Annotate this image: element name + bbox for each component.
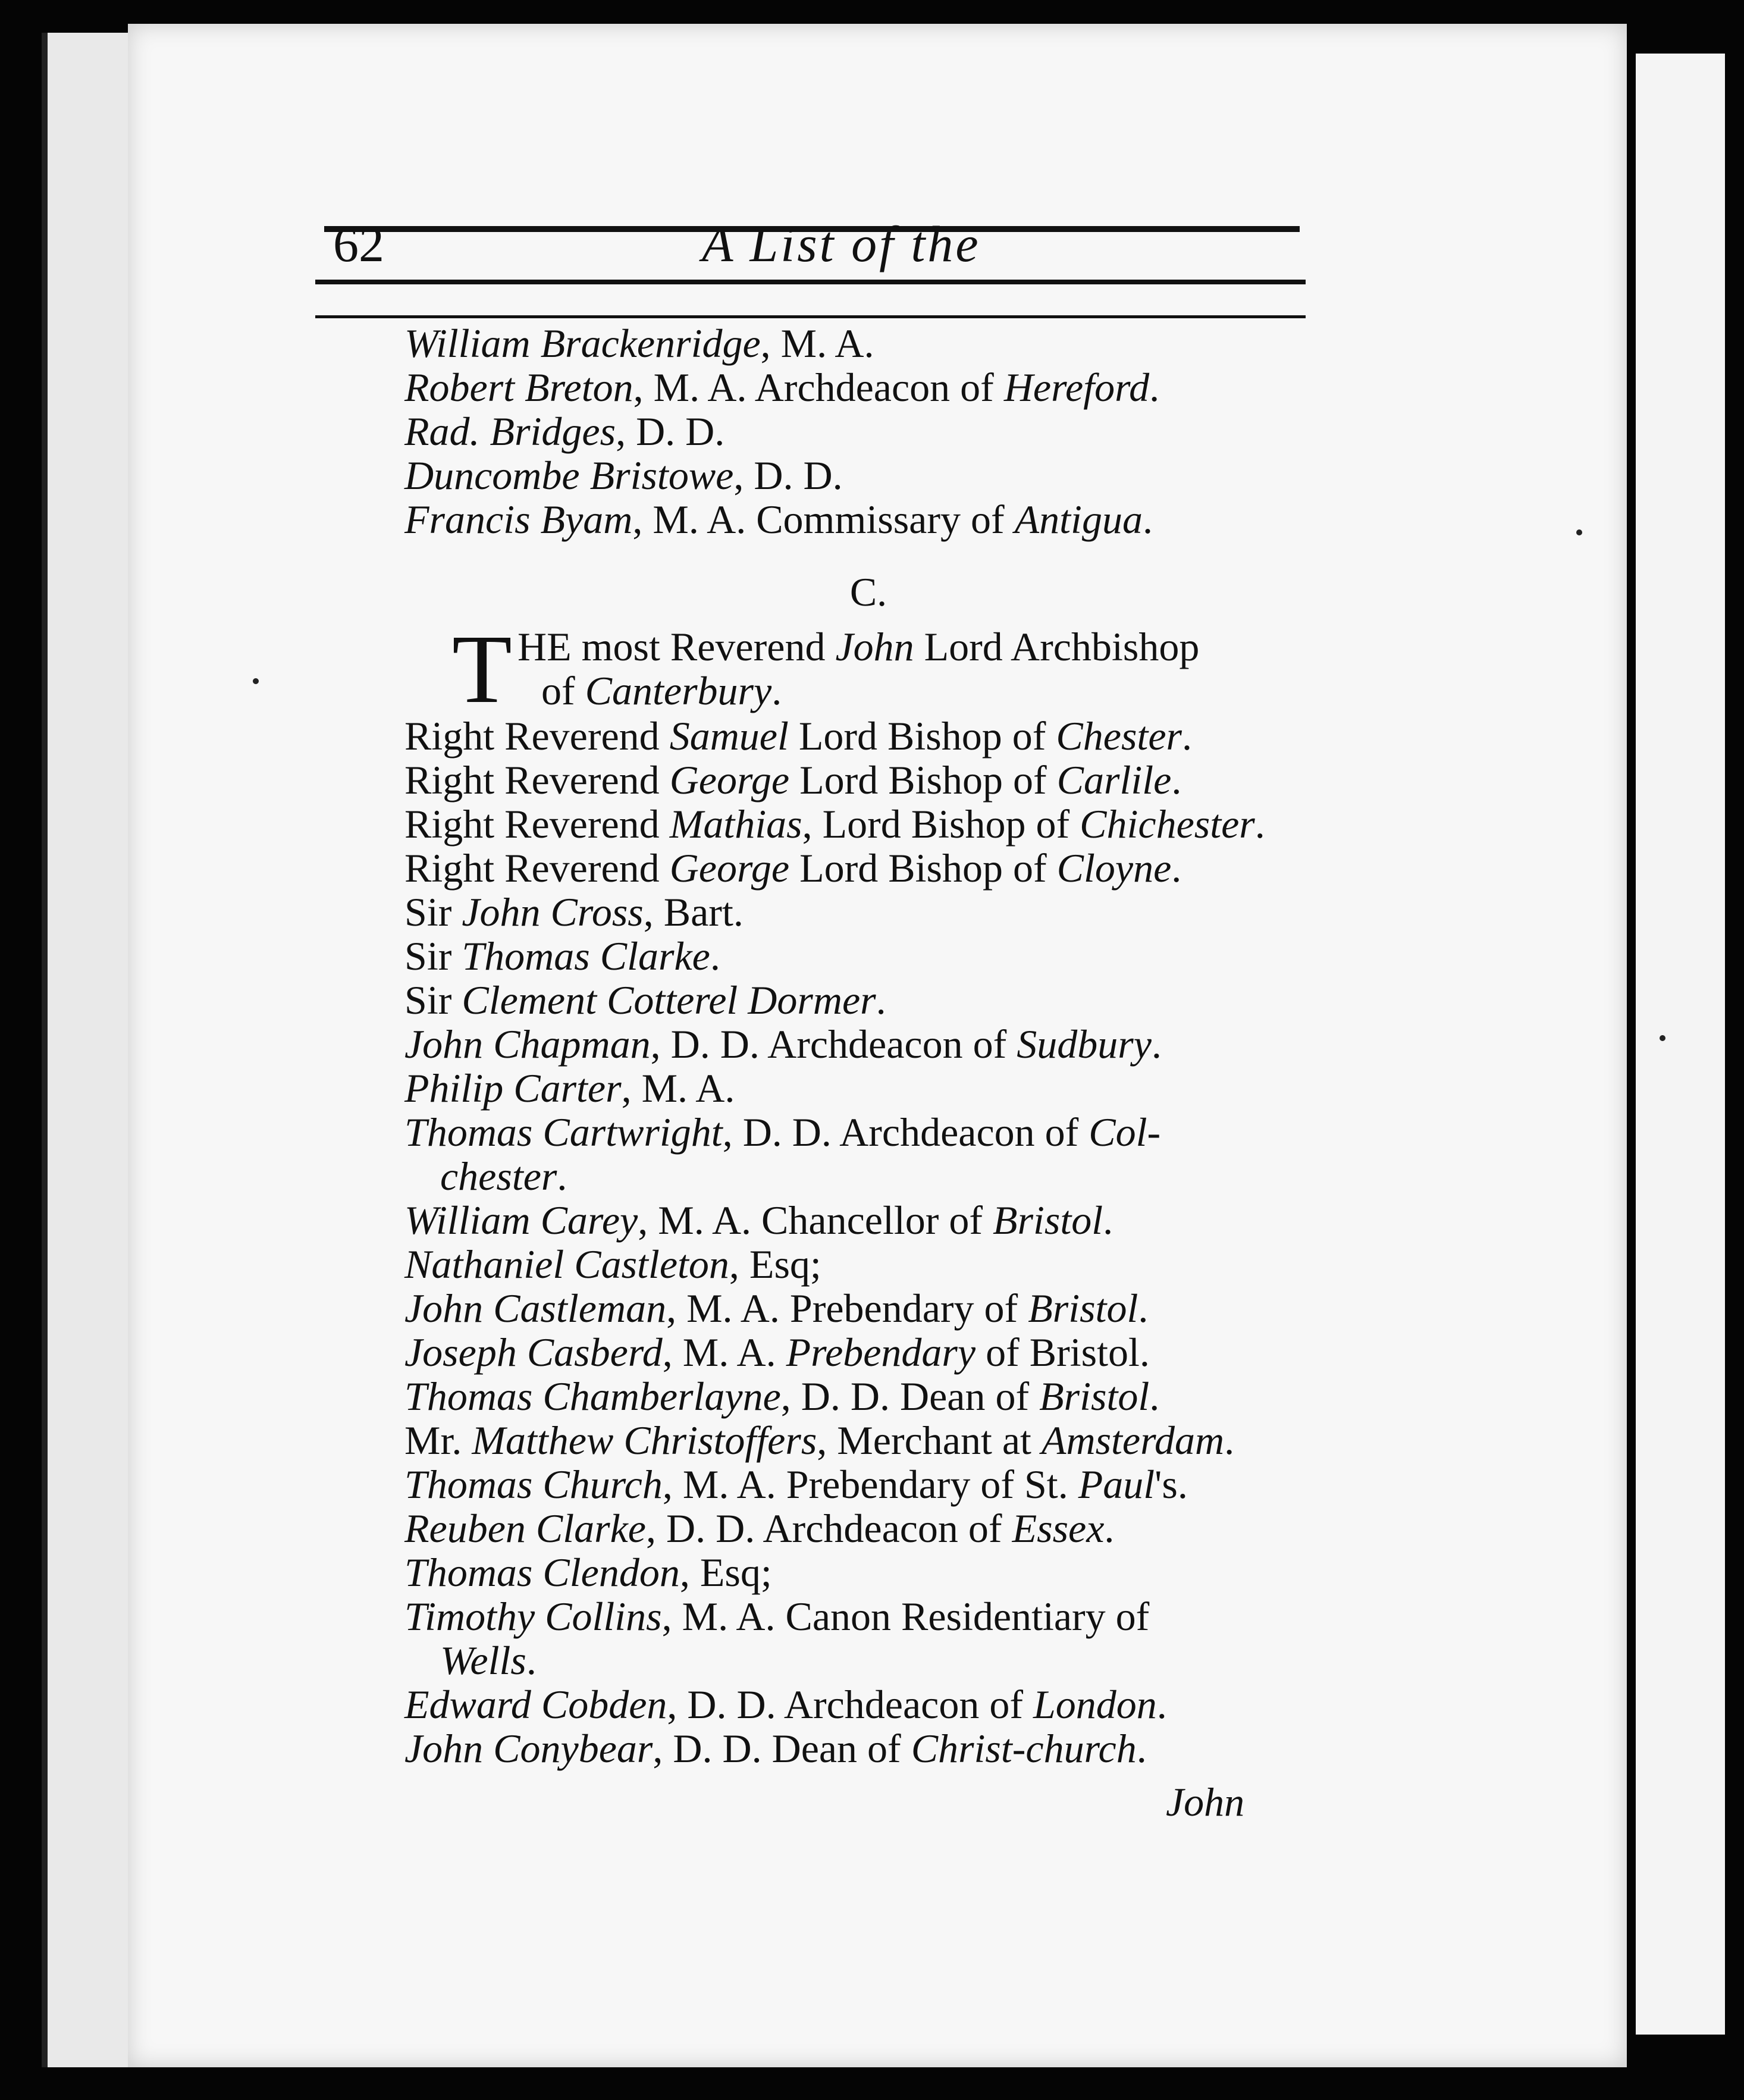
member-list	[404, 321, 1309, 1770]
entry-place: chester	[440, 1154, 557, 1199]
entry-name: Samuel	[669, 713, 789, 758]
entry-name: Francis Byam	[404, 497, 633, 542]
entry-pre: Right Reverend	[404, 801, 670, 847]
list-entry	[404, 453, 1309, 497]
entry-rest: , D. D. Archdeacon of	[722, 1109, 1089, 1155]
entry-rest: , D. D.	[733, 453, 843, 498]
running-head: A List of the	[702, 215, 981, 272]
list-entry	[404, 1594, 1309, 1638]
entry-rest: , M. A. Prebendary of St.	[662, 1462, 1078, 1507]
entry-rest: , D. D. Archdeacon of	[650, 1021, 1017, 1067]
entry-place: Hereford	[1003, 365, 1150, 410]
entry-name: John Cross	[462, 889, 644, 935]
entry-name: Clement Cotterel Dormer	[462, 977, 876, 1023]
entries-c-section	[404, 714, 1309, 1770]
opening-line-2	[541, 669, 782, 713]
entry-place: Chichester	[1080, 801, 1255, 847]
entry-rest: , Lord Bishop of	[802, 801, 1080, 847]
entry-pre: Right Reverend	[404, 713, 670, 758]
list-entry	[404, 890, 1309, 934]
entry-end: .	[1103, 1198, 1113, 1243]
entry-pre: Right Reverend	[404, 845, 670, 891]
entry-name: Thomas Clarke	[462, 933, 710, 979]
entry-place: Sudbury	[1017, 1021, 1152, 1067]
list-entry	[404, 1198, 1309, 1242]
entry-rest: , D. D. Archdeacon of	[645, 1506, 1012, 1551]
opening-name: John	[835, 624, 914, 669]
entry-rest: , M. A. Canon Residentiary of	[661, 1594, 1150, 1639]
ink-speck	[1576, 529, 1582, 535]
entry-pre: Sir	[404, 933, 462, 979]
entries-before-section	[404, 321, 1309, 541]
opening-line	[517, 625, 1199, 669]
entry-rest: , M. A. Prebendary of	[666, 1286, 1028, 1331]
entry-rest: , M. A.	[621, 1065, 735, 1111]
entry-place: Cloyne	[1056, 845, 1172, 891]
entry-name: Philip Carter	[404, 1065, 622, 1111]
ink-speck	[1660, 1035, 1665, 1041]
entry-rest: , Esq;	[679, 1550, 772, 1595]
entry-place: Col-	[1089, 1109, 1161, 1155]
list-entry	[404, 978, 1309, 1022]
entry-end: .	[1149, 1374, 1160, 1419]
entry-name: Matthew Christoffers	[472, 1418, 817, 1463]
list-entry	[404, 802, 1309, 846]
entry-name: John Conybear	[404, 1726, 653, 1771]
entry-rest: .	[876, 977, 886, 1023]
entry-rest: , Merchant at	[817, 1418, 1042, 1463]
list-entry	[404, 1242, 1309, 1286]
list-entry	[404, 497, 1309, 541]
entry-name: Timothy Collins	[404, 1594, 662, 1639]
entry-place: Christ-church	[911, 1726, 1137, 1771]
list-entry	[404, 1374, 1309, 1418]
list-entry	[404, 1286, 1309, 1330]
list-entry	[404, 321, 1309, 365]
drop-cap: T	[452, 615, 512, 723]
entry-rest: , Bart.	[643, 889, 744, 935]
header-rule-bottom-thin	[315, 315, 1306, 318]
entry-place: Carlile	[1056, 757, 1172, 803]
entry-rest: , M. A. Archdeacon of	[633, 365, 1004, 410]
list-entry	[404, 1550, 1309, 1594]
entry-end: .	[1171, 845, 1182, 891]
entry-place: Amsterdam	[1041, 1418, 1225, 1463]
entry-end: .	[1254, 801, 1265, 847]
entry-name: Nathaniel Castleton	[404, 1242, 729, 1287]
ink-speck	[253, 678, 259, 684]
list-entry	[404, 1682, 1309, 1726]
list-entry	[404, 409, 1309, 453]
entry-name: Thomas Chamberlayne	[404, 1374, 781, 1419]
entry-end: .	[1142, 497, 1153, 542]
list-entry	[404, 758, 1309, 802]
opening-end: .	[771, 668, 782, 713]
list-entry	[404, 846, 1309, 890]
entry-place: London	[1033, 1682, 1157, 1727]
list-entry	[404, 1462, 1309, 1506]
list-entry	[404, 1418, 1309, 1462]
list-entry	[404, 1066, 1309, 1110]
entry-rest: , D. D. Archdeacon of	[667, 1682, 1033, 1727]
entry-end: 's.	[1155, 1462, 1188, 1507]
entry-end: .	[1149, 365, 1160, 410]
entry-name: William Brackenridge	[404, 321, 761, 366]
section-opening	[404, 615, 1309, 723]
list-entry	[404, 365, 1309, 409]
list-entry	[404, 1110, 1309, 1154]
section-letter: C.	[849, 569, 887, 615]
entry-place: Bristol	[1028, 1286, 1138, 1331]
entry-name: Reuben Clarke	[404, 1506, 646, 1551]
entry-pre: Sir	[404, 889, 462, 935]
entry-end: .	[1156, 1682, 1167, 1727]
entry-end: of Bristol.	[975, 1330, 1150, 1375]
entry-name: John Chapman	[404, 1021, 651, 1067]
page-number: 62	[333, 215, 384, 272]
facing-page-edge	[42, 33, 134, 2067]
opening-text: HE most Reverend	[517, 624, 836, 669]
entry-name: Thomas Church	[404, 1462, 663, 1507]
entry-end: .	[526, 1638, 537, 1683]
entry-rest: , M. A. Chancellor of	[638, 1198, 993, 1243]
entry-end: .	[1136, 1726, 1147, 1771]
opening-place: Canterbury	[585, 668, 772, 713]
entry-end: .	[1138, 1286, 1149, 1331]
entry-rest: , D. D. Dean of	[653, 1726, 911, 1771]
entry-end: .	[1224, 1418, 1235, 1463]
entry-name: William Carey	[404, 1198, 638, 1243]
entry-end: .	[1151, 1021, 1162, 1067]
entry-end: .	[557, 1154, 567, 1199]
entry-place: Chester	[1056, 713, 1182, 758]
list-entry	[404, 1330, 1309, 1374]
entry-name: Thomas Cartwright	[404, 1109, 723, 1155]
entry-name: Edward Cobden	[404, 1682, 667, 1727]
entry-place: Bristol	[993, 1198, 1103, 1243]
entry-place: Essex	[1012, 1506, 1105, 1551]
entry-name: George	[669, 845, 790, 891]
entry-place: Prebendary	[786, 1330, 976, 1375]
entry-rest: , Esq;	[729, 1242, 821, 1287]
entry-rest: , D. D.	[616, 409, 725, 454]
list-entry	[404, 714, 1309, 758]
entry-rest: Lord Bishop of	[789, 757, 1057, 803]
opening-of: of	[541, 668, 585, 713]
entry-pre: Mr.	[404, 1418, 472, 1463]
entry-rest: , M. A.	[662, 1330, 786, 1375]
entry-rest: , M. A. Commissary of	[632, 497, 1015, 542]
list-entry	[404, 1154, 1309, 1198]
entry-rest: Lord Bishop of	[789, 845, 1057, 891]
page-header	[333, 214, 1297, 280]
list-entry	[404, 934, 1309, 978]
entry-rest: Lord Bishop of	[788, 713, 1056, 758]
list-entry	[404, 1506, 1309, 1550]
entry-rest: , M. A.	[760, 321, 874, 366]
list-entry	[404, 1638, 1309, 1682]
entry-rest: .	[710, 933, 720, 979]
catchword: John	[1166, 1779, 1245, 1825]
entry-name: John Castleman	[404, 1286, 667, 1331]
entry-end: .	[1171, 757, 1182, 803]
entry-place: Bristol	[1039, 1374, 1150, 1419]
entry-name: George	[669, 757, 790, 803]
entry-place: Paul	[1078, 1462, 1155, 1507]
header-rule-bottom	[315, 280, 1306, 284]
entry-place: Wells	[440, 1638, 526, 1683]
entry-name: Joseph Casberd	[404, 1330, 663, 1375]
list-entry	[404, 1726, 1309, 1770]
entry-name: Thomas Clendon	[404, 1550, 680, 1595]
entry-name: Robert Breton	[404, 365, 633, 410]
entry-name: Rad. Bridges	[404, 409, 616, 454]
next-page-edge	[1636, 54, 1725, 2035]
opening-title: Lord Archbishop	[914, 624, 1200, 669]
entry-name: Mathias	[669, 801, 802, 847]
entry-pre: Right Reverend	[404, 757, 670, 803]
entry-name: Duncombe Bristowe	[404, 453, 734, 498]
entry-rest: , D. D. Dean of	[780, 1374, 1040, 1419]
entry-pre: Sir	[404, 977, 462, 1023]
entry-end: .	[1104, 1506, 1115, 1551]
list-entry	[404, 1022, 1309, 1066]
entry-end: .	[1181, 713, 1192, 758]
entry-place: Antigua	[1014, 497, 1143, 542]
